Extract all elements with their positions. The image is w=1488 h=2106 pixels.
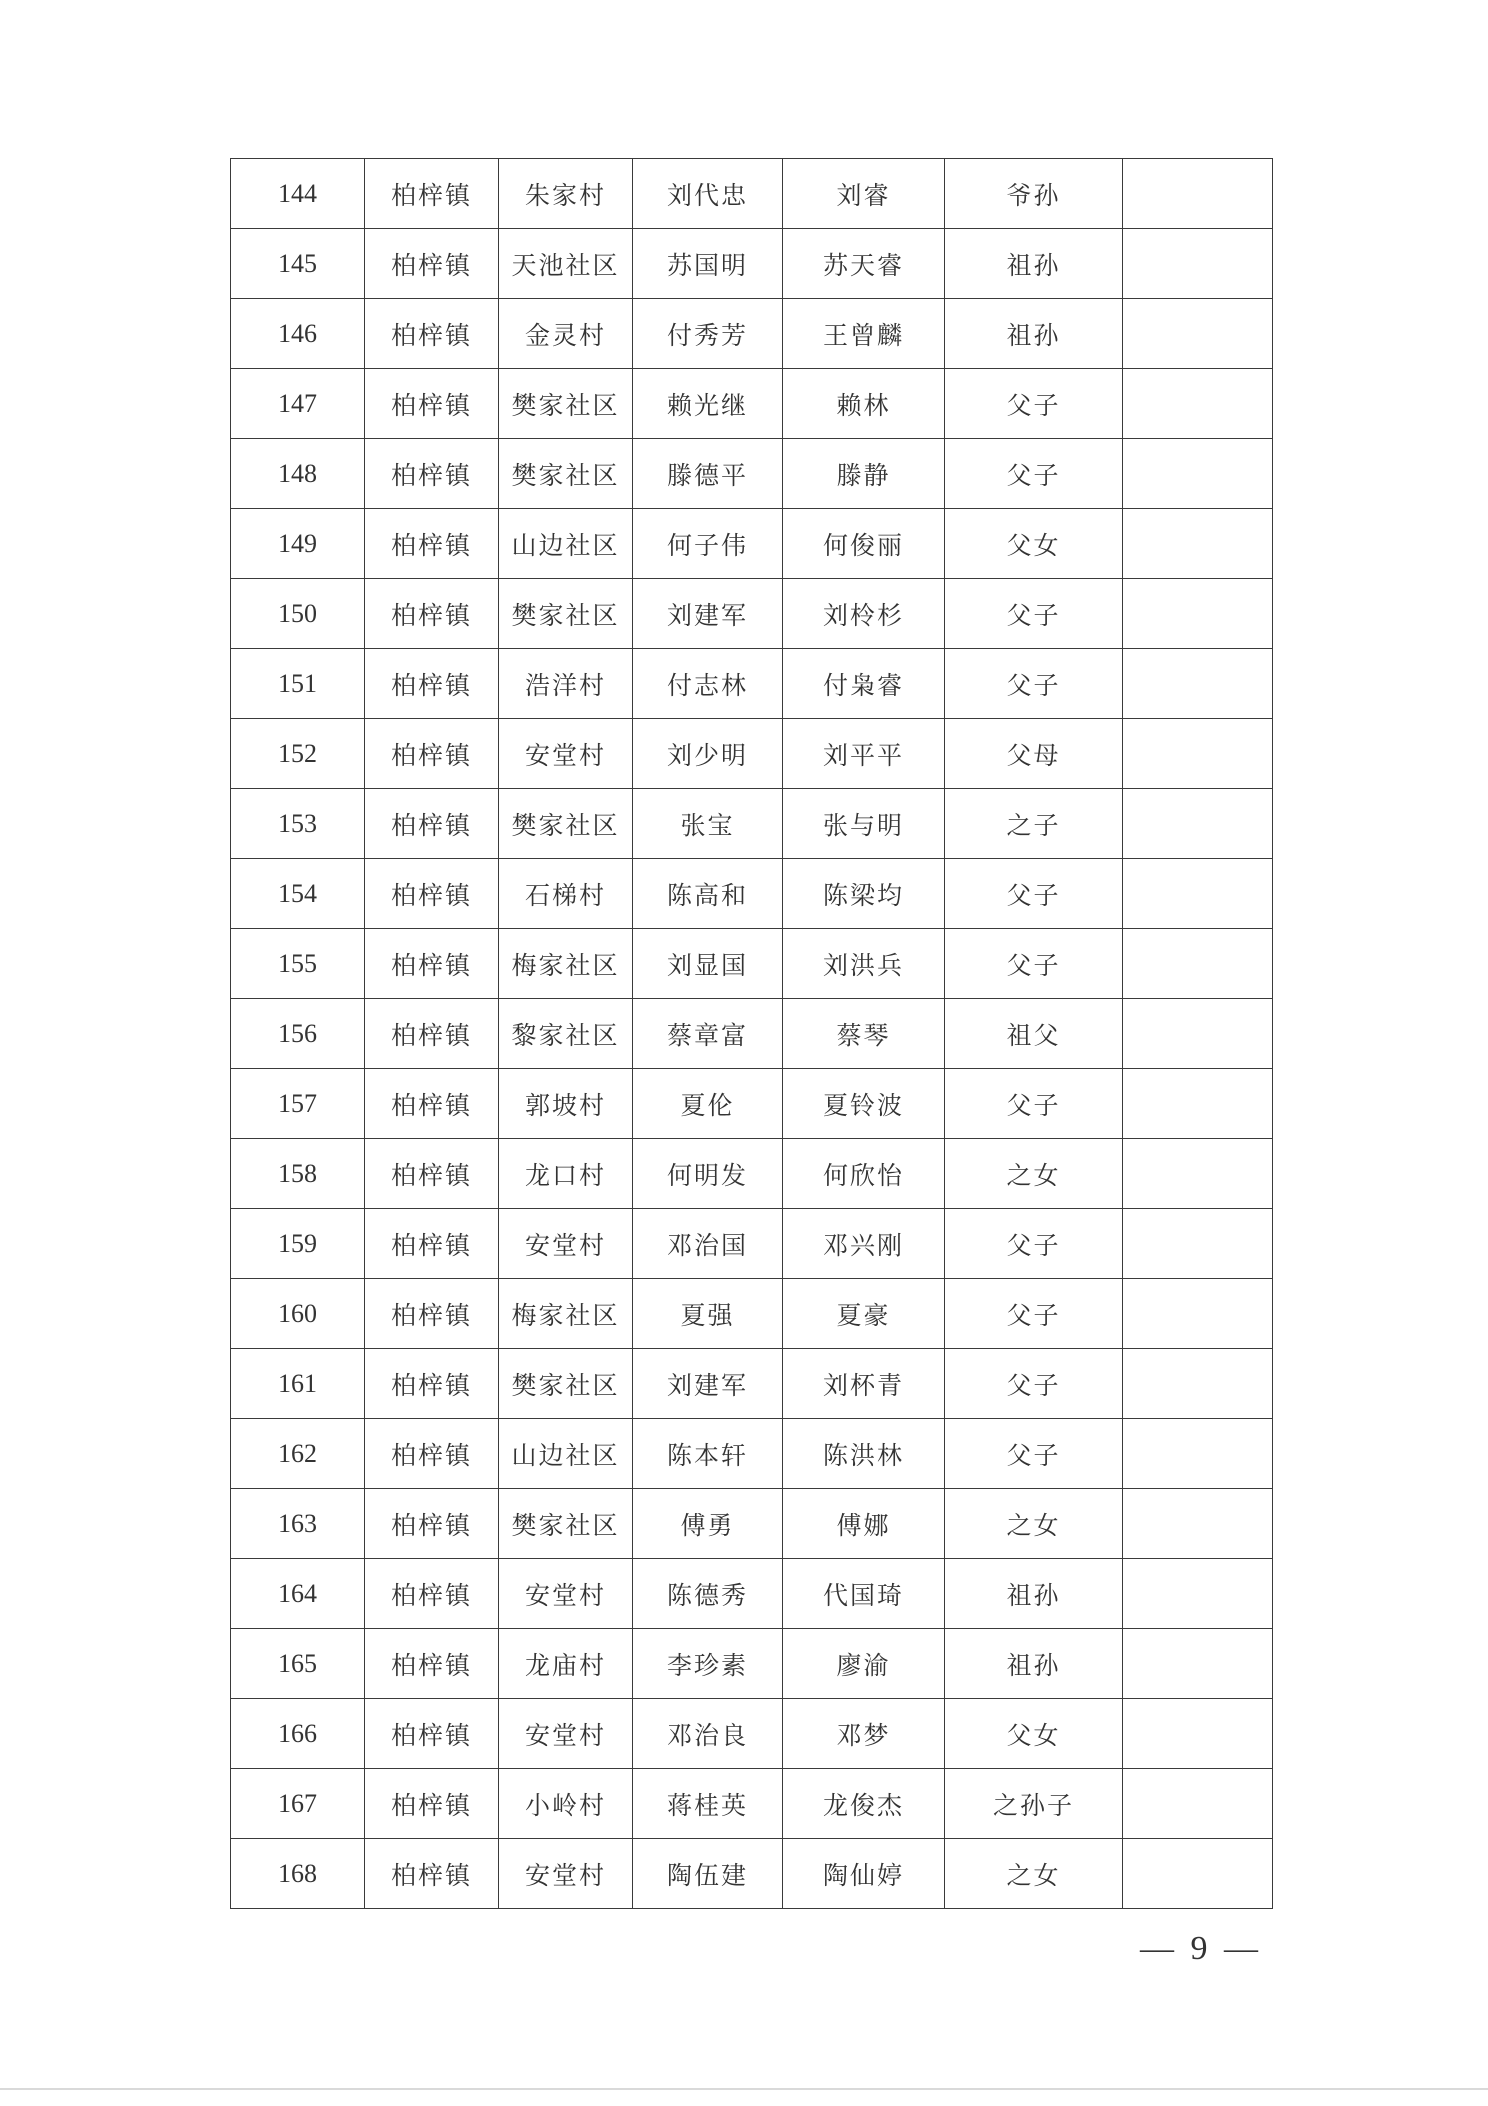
- cell-applicant: 张宝: [633, 789, 783, 859]
- cell-village: 龙口村: [499, 1139, 633, 1209]
- cell-village: 石梯村: [499, 859, 633, 929]
- cell-remark: [1123, 859, 1273, 929]
- cell-village: 山边社区: [499, 509, 633, 579]
- cell-town: 柏梓镇: [365, 1699, 499, 1769]
- table-row: [231, 929, 1273, 999]
- cell-village: 龙庙村: [499, 1629, 633, 1699]
- cell-relative: 廖渝: [783, 1629, 945, 1699]
- cell-town: 柏梓镇: [365, 859, 499, 929]
- cell-town: 柏梓镇: [365, 159, 499, 229]
- cell-applicant: 何明发: [633, 1139, 783, 1209]
- cell-relationship: 父子: [945, 1419, 1123, 1489]
- cell-relationship: 父子: [945, 1209, 1123, 1279]
- cell-remark: [1123, 1769, 1273, 1839]
- cell-village: 天池社区: [499, 229, 633, 299]
- cell-row-number: 159: [231, 1209, 365, 1279]
- table-row: [231, 1559, 1273, 1629]
- cell-row-number: 168: [231, 1839, 365, 1909]
- cell-applicant: 邓治国: [633, 1209, 783, 1279]
- cell-remark: [1123, 929, 1273, 999]
- cell-town: 柏梓镇: [365, 1489, 499, 1559]
- table-row: [231, 1489, 1273, 1559]
- table-row: [231, 719, 1273, 789]
- cell-town: 柏梓镇: [365, 789, 499, 859]
- cell-town: 柏梓镇: [365, 509, 499, 579]
- cell-row-number: 145: [231, 229, 365, 299]
- cell-applicant: 何子伟: [633, 509, 783, 579]
- cell-village: 安堂村: [499, 1559, 633, 1629]
- cell-relationship: 祖孙: [945, 1629, 1123, 1699]
- cell-town: 柏梓镇: [365, 1769, 499, 1839]
- cell-row-number: 163: [231, 1489, 365, 1559]
- cell-applicant: 刘代忠: [633, 159, 783, 229]
- cell-row-number: 160: [231, 1279, 365, 1349]
- cell-row-number: 164: [231, 1559, 365, 1629]
- cell-village: 郭坡村: [499, 1069, 633, 1139]
- table-row: [231, 439, 1273, 509]
- cell-applicant: 邓治良: [633, 1699, 783, 1769]
- cell-village: 梅家社区: [499, 1279, 633, 1349]
- cell-row-number: 158: [231, 1139, 365, 1209]
- cell-relative: 何欣怡: [783, 1139, 945, 1209]
- cell-town: 柏梓镇: [365, 929, 499, 999]
- table-row: [231, 1349, 1273, 1419]
- cell-relative: 蔡琴: [783, 999, 945, 1069]
- cell-relationship: 父母: [945, 719, 1123, 789]
- cell-relationship: 之女: [945, 1139, 1123, 1209]
- cell-town: 柏梓镇: [365, 1139, 499, 1209]
- cell-row-number: 165: [231, 1629, 365, 1699]
- cell-town: 柏梓镇: [365, 439, 499, 509]
- cell-applicant: 李珍素: [633, 1629, 783, 1699]
- cell-town: 柏梓镇: [365, 999, 499, 1069]
- cell-village: 金灵村: [499, 299, 633, 369]
- cell-relative: 代国琦: [783, 1559, 945, 1629]
- roster-table: [230, 158, 1273, 1909]
- cell-remark: [1123, 999, 1273, 1069]
- cell-remark: [1123, 369, 1273, 439]
- table-row: [231, 1839, 1273, 1909]
- cell-row-number: 157: [231, 1069, 365, 1139]
- cell-relative: 陈洪林: [783, 1419, 945, 1489]
- cell-relationship: 父子: [945, 439, 1123, 509]
- cell-row-number: 154: [231, 859, 365, 929]
- cell-applicant: 付志林: [633, 649, 783, 719]
- cell-relative: 刘睿: [783, 159, 945, 229]
- cell-relationship: 祖孙: [945, 299, 1123, 369]
- cell-relative: 付枭睿: [783, 649, 945, 719]
- cell-relative: 陶仙婷: [783, 1839, 945, 1909]
- table-row: [231, 1139, 1273, 1209]
- table-row: [231, 649, 1273, 719]
- cell-relative: 陈梁均: [783, 859, 945, 929]
- cell-remark: [1123, 789, 1273, 859]
- cell-village: 樊家社区: [499, 1349, 633, 1419]
- cell-applicant: 陈德秀: [633, 1559, 783, 1629]
- cell-applicant: 傅勇: [633, 1489, 783, 1559]
- table-row: [231, 509, 1273, 579]
- cell-relationship: 爷孙: [945, 159, 1123, 229]
- cell-village: 黎家社区: [499, 999, 633, 1069]
- table-row: [231, 159, 1273, 229]
- cell-relationship: 祖孙: [945, 229, 1123, 299]
- cell-remark: [1123, 719, 1273, 789]
- cell-row-number: 146: [231, 299, 365, 369]
- cell-remark: [1123, 1419, 1273, 1489]
- cell-relative: 邓梦: [783, 1699, 945, 1769]
- cell-remark: [1123, 1349, 1273, 1419]
- cell-relative: 刘杯青: [783, 1349, 945, 1419]
- cell-applicant: 陈高和: [633, 859, 783, 929]
- table-row: [231, 999, 1273, 1069]
- cell-relative: 傅娜: [783, 1489, 945, 1559]
- cell-applicant: 滕德平: [633, 439, 783, 509]
- table-row: [231, 579, 1273, 649]
- table-row: [231, 1629, 1273, 1699]
- cell-row-number: 167: [231, 1769, 365, 1839]
- table-row: [231, 369, 1273, 439]
- cell-village: 樊家社区: [499, 789, 633, 859]
- cell-row-number: 166: [231, 1699, 365, 1769]
- cell-relationship: 父子: [945, 649, 1123, 719]
- cell-remark: [1123, 1069, 1273, 1139]
- cell-relationship: 父子: [945, 1279, 1123, 1349]
- cell-applicant: 刘显国: [633, 929, 783, 999]
- cell-remark: [1123, 1559, 1273, 1629]
- cell-relative: 苏天睿: [783, 229, 945, 299]
- cell-town: 柏梓镇: [365, 369, 499, 439]
- cell-relationship: 父女: [945, 509, 1123, 579]
- cell-village: 樊家社区: [499, 439, 633, 509]
- cell-row-number: 156: [231, 999, 365, 1069]
- cell-applicant: 夏伦: [633, 1069, 783, 1139]
- cell-relative: 夏铃波: [783, 1069, 945, 1139]
- cell-applicant: 蒋桂英: [633, 1769, 783, 1839]
- cell-row-number: 147: [231, 369, 365, 439]
- cell-relationship: 父子: [945, 1069, 1123, 1139]
- cell-applicant: 刘建军: [633, 1349, 783, 1419]
- cell-applicant: 陈本轩: [633, 1419, 783, 1489]
- cell-applicant: 夏强: [633, 1279, 783, 1349]
- table-row: [231, 1209, 1273, 1279]
- cell-row-number: 155: [231, 929, 365, 999]
- cell-relationship: 之孙子: [945, 1769, 1123, 1839]
- cell-row-number: 148: [231, 439, 365, 509]
- cell-applicant: 赖光继: [633, 369, 783, 439]
- scan-edge: [0, 2088, 1488, 2090]
- cell-town: 柏梓镇: [365, 1349, 499, 1419]
- cell-remark: [1123, 579, 1273, 649]
- cell-village: 山边社区: [499, 1419, 633, 1489]
- cell-applicant: 苏国明: [633, 229, 783, 299]
- cell-relative: 王曾麟: [783, 299, 945, 369]
- cell-applicant: 蔡章富: [633, 999, 783, 1069]
- cell-relationship: 之女: [945, 1839, 1123, 1909]
- cell-remark: [1123, 439, 1273, 509]
- cell-relationship: 父女: [945, 1699, 1123, 1769]
- cell-remark: [1123, 649, 1273, 719]
- cell-remark: [1123, 159, 1273, 229]
- cell-village: 朱家村: [499, 159, 633, 229]
- cell-relationship: 父子: [945, 369, 1123, 439]
- cell-relationship: 父子: [945, 1349, 1123, 1419]
- cell-town: 柏梓镇: [365, 1069, 499, 1139]
- cell-relative: 何俊丽: [783, 509, 945, 579]
- cell-town: 柏梓镇: [365, 649, 499, 719]
- cell-row-number: 162: [231, 1419, 365, 1489]
- cell-town: 柏梓镇: [365, 1419, 499, 1489]
- cell-town: 柏梓镇: [365, 719, 499, 789]
- cell-row-number: 150: [231, 579, 365, 649]
- roster-body: [231, 159, 1273, 1909]
- table-row: [231, 1069, 1273, 1139]
- cell-town: 柏梓镇: [365, 579, 499, 649]
- cell-row-number: 161: [231, 1349, 365, 1419]
- cell-town: 柏梓镇: [365, 1559, 499, 1629]
- table-row: [231, 299, 1273, 369]
- cell-applicant: 付秀芳: [633, 299, 783, 369]
- cell-relative: 刘柃杉: [783, 579, 945, 649]
- cell-village: 樊家社区: [499, 1489, 633, 1559]
- cell-relative: 滕静: [783, 439, 945, 509]
- cell-remark: [1123, 1699, 1273, 1769]
- cell-relationship: 父子: [945, 859, 1123, 929]
- cell-relative: 龙俊杰: [783, 1769, 945, 1839]
- table-row: [231, 229, 1273, 299]
- cell-village: 小岭村: [499, 1769, 633, 1839]
- cell-applicant: 刘少明: [633, 719, 783, 789]
- table-row: [231, 1279, 1273, 1349]
- table-row: [231, 859, 1273, 929]
- cell-row-number: 144: [231, 159, 365, 229]
- cell-applicant: 刘建军: [633, 579, 783, 649]
- cell-town: 柏梓镇: [365, 1629, 499, 1699]
- table-row: [231, 1419, 1273, 1489]
- cell-town: 柏梓镇: [365, 1279, 499, 1349]
- cell-remark: [1123, 1489, 1273, 1559]
- cell-remark: [1123, 1839, 1273, 1909]
- cell-relationship: 父子: [945, 929, 1123, 999]
- cell-relative: 张与明: [783, 789, 945, 859]
- cell-relationship: 之子: [945, 789, 1123, 859]
- cell-row-number: 151: [231, 649, 365, 719]
- cell-remark: [1123, 1279, 1273, 1349]
- cell-village: 浩洋村: [499, 649, 633, 719]
- cell-village: 安堂村: [499, 719, 633, 789]
- cell-row-number: 149: [231, 509, 365, 579]
- table-row: [231, 1769, 1273, 1839]
- cell-village: 安堂村: [499, 1699, 633, 1769]
- cell-relative: 刘平平: [783, 719, 945, 789]
- cell-town: 柏梓镇: [365, 1209, 499, 1279]
- cell-applicant: 陶伍建: [633, 1839, 783, 1909]
- cell-village: 安堂村: [499, 1209, 633, 1279]
- cell-remark: [1123, 229, 1273, 299]
- cell-village: 梅家社区: [499, 929, 633, 999]
- cell-village: 安堂村: [499, 1839, 633, 1909]
- table-row: [231, 789, 1273, 859]
- cell-village: 樊家社区: [499, 369, 633, 439]
- cell-town: 柏梓镇: [365, 299, 499, 369]
- cell-row-number: 152: [231, 719, 365, 789]
- cell-relative: 赖林: [783, 369, 945, 439]
- page-number: — 9 —: [1140, 1930, 1262, 1967]
- table-row: [231, 1699, 1273, 1769]
- cell-relative: 刘洪兵: [783, 929, 945, 999]
- cell-town: 柏梓镇: [365, 229, 499, 299]
- cell-relative: 夏豪: [783, 1279, 945, 1349]
- cell-remark: [1123, 1209, 1273, 1279]
- cell-relationship: 祖父: [945, 999, 1123, 1069]
- cell-row-number: 153: [231, 789, 365, 859]
- cell-relative: 邓兴刚: [783, 1209, 945, 1279]
- cell-town: 柏梓镇: [365, 1839, 499, 1909]
- cell-remark: [1123, 1139, 1273, 1209]
- cell-remark: [1123, 299, 1273, 369]
- cell-relationship: 之女: [945, 1489, 1123, 1559]
- cell-remark: [1123, 1629, 1273, 1699]
- cell-relationship: 父子: [945, 579, 1123, 649]
- cell-remark: [1123, 509, 1273, 579]
- cell-village: 樊家社区: [499, 579, 633, 649]
- cell-relationship: 祖孙: [945, 1559, 1123, 1629]
